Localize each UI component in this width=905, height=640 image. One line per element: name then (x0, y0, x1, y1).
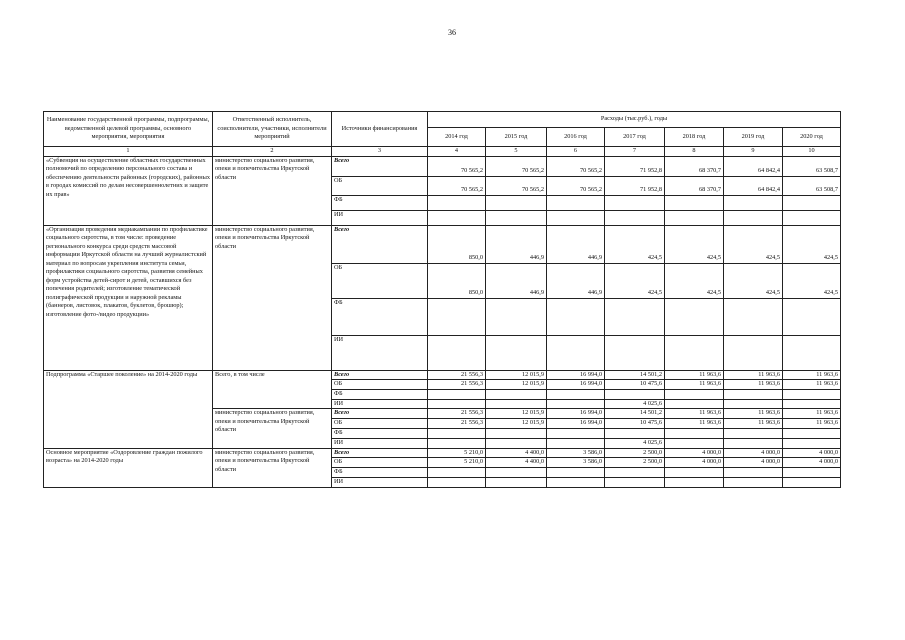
header-expenses: Расходы (тыс.руб.), годы (428, 112, 841, 128)
value-cell: 3 586,0 (547, 458, 605, 468)
value-cell (665, 438, 724, 448)
header-executor: Ответственный исполнитель, соисполнители, участники, исполнители мероприятий (213, 112, 332, 147)
value-cell: 71 952,8 (605, 156, 665, 176)
value-cell: 424,5 (724, 263, 783, 298)
value-cell (724, 438, 783, 448)
value-cell: 12 015,9 (486, 409, 547, 419)
value-cell: 64 842,4 (724, 176, 783, 195)
block2-name: «Организация проведения медиакампании по профилактике социального сиротства, в том числе: проведение регионального конкурса среди средств массовой информации Иркутской области на лучший журналистский материал по вопросам укрепления института семьи, профилактики социального сиротства, развития семейных форм устройства детей-сирот и детей, оставшихся без попечения родителей; изготовление тематической полиграфической продукции и наружной рекламы (баннеров, листовок, плакатов, буклетов, брошюр); изготовление фото-/видео продукции» (44, 225, 213, 370)
block3-executor-total: Всего, в том числе (213, 370, 332, 409)
block2-executor: министерство социального развития, опеки и попечительства Иркутской области (213, 225, 332, 370)
value-cell (428, 438, 486, 448)
source-cell: ИИ (332, 335, 428, 370)
source-cell: ФБ (332, 195, 428, 210)
header-year: 2017 год (605, 128, 665, 147)
value-cell: 68 370,7 (665, 156, 724, 176)
block4-name: Основное мероприятие «Оздоровление граждан пожилого возраста» на 2014-2020 годы (44, 448, 213, 488)
value-cell: 70 565,2 (428, 176, 486, 195)
source-cell: ОБ (332, 418, 428, 428)
value-cell: 12 015,9 (486, 370, 547, 380)
value-cell: 5 210,0 (428, 448, 486, 458)
value-cell: 16 994,0 (547, 370, 605, 380)
value-cell: 2 500,0 (605, 448, 665, 458)
source-cell: ФБ (332, 298, 428, 335)
value-cell: 16 994,0 (547, 418, 605, 428)
value-cell (783, 438, 841, 448)
source-cell: Всего (332, 448, 428, 458)
block1-name: «Субвенция на осуществление областных государственных полномочий по определению персонального состава и обеспечению деятельности районных (городских), районных в городах комиссий по делам несовершеннолетних и защите их прав» (44, 156, 213, 225)
col-number: 5 (486, 147, 547, 157)
value-cell: 4 025,6 (605, 438, 665, 448)
header-year: 2018 год (665, 128, 724, 147)
header-year: 2015 год (486, 128, 547, 147)
value-cell: 11 963,6 (665, 370, 724, 380)
source-cell: ИИ (332, 399, 428, 409)
value-cell: 4 025,6 (605, 399, 665, 409)
source-cell: ИИ (332, 210, 428, 225)
value-cell: 4 000,0 (724, 448, 783, 458)
value-cell: 446,9 (547, 225, 605, 263)
col-number: 7 (605, 147, 665, 157)
value-cell: 424,5 (605, 225, 665, 263)
header-year: 2020 год (783, 128, 841, 147)
header-year: 2014 год (428, 128, 486, 147)
value-cell: 70 565,2 (486, 176, 547, 195)
value-cell: 850,0 (428, 225, 486, 263)
value-cell: 21 556,3 (428, 370, 486, 380)
value-cell: 11 963,6 (783, 380, 841, 390)
value-cell: 446,9 (486, 225, 547, 263)
value-cell: 70 565,2 (547, 176, 605, 195)
source-cell: Всего (332, 225, 428, 263)
value-cell: 11 963,6 (724, 380, 783, 390)
value-cell: 850,0 (428, 263, 486, 298)
value-cell: 10 475,6 (605, 418, 665, 428)
value-cell: 424,5 (783, 225, 841, 263)
value-cell: 12 015,9 (486, 380, 547, 390)
value-cell: 14 501,2 (605, 370, 665, 380)
source-cell: ОБ (332, 263, 428, 298)
source-cell: ИИ (332, 438, 428, 448)
col-number: 10 (783, 147, 841, 157)
value-cell: 64 842,4 (724, 156, 783, 176)
value-cell: 21 556,3 (428, 409, 486, 419)
value-cell: 424,5 (665, 225, 724, 263)
value-cell (783, 399, 841, 409)
value-cell: 446,9 (547, 263, 605, 298)
col-number: 6 (547, 147, 605, 157)
value-cell: 11 963,6 (724, 370, 783, 380)
value-cell (486, 438, 547, 448)
value-cell: 11 963,6 (783, 409, 841, 419)
value-cell: 10 475,6 (605, 380, 665, 390)
value-cell: 21 556,3 (428, 380, 486, 390)
value-cell: 11 963,6 (665, 380, 724, 390)
value-cell: 4 000,0 (724, 458, 783, 468)
value-cell: 63 508,7 (783, 156, 841, 176)
value-cell: 68 370,7 (665, 176, 724, 195)
col-number: 4 (428, 147, 486, 157)
value-cell: 5 210,0 (428, 458, 486, 468)
value-cell (665, 399, 724, 409)
value-cell: 63 508,7 (783, 176, 841, 195)
value-cell (547, 399, 605, 409)
value-cell (724, 399, 783, 409)
value-cell: 4 400,0 (486, 458, 547, 468)
block3-name: Подпрограмма «Старшее поколение» на 2014-2020 годы (44, 370, 213, 448)
block3-executor: министерство социального развития, опеки и попечительства Иркутской области (213, 409, 332, 449)
value-cell (428, 399, 486, 409)
value-cell (547, 438, 605, 448)
value-cell: 14 501,2 (605, 409, 665, 419)
source-cell: Всего (332, 409, 428, 419)
block4-executor: министерство социального развития, опеки и попечительства Иркутской области (213, 448, 332, 488)
col-number: 2 (213, 147, 332, 157)
value-cell: 21 556,3 (428, 418, 486, 428)
value-cell: 11 963,6 (665, 418, 724, 428)
value-cell: 3 586,0 (547, 448, 605, 458)
value-cell: 424,5 (605, 263, 665, 298)
header-year: 2019 год (724, 128, 783, 147)
value-cell: 16 994,0 (547, 409, 605, 419)
value-cell: 4 400,0 (486, 448, 547, 458)
value-cell: 11 963,6 (783, 418, 841, 428)
value-cell: 11 963,6 (665, 409, 724, 419)
source-cell: ФБ (332, 428, 428, 438)
source-cell: ОБ (332, 380, 428, 390)
value-cell: 424,5 (783, 263, 841, 298)
source-cell: ИИ (332, 478, 428, 488)
value-cell: 16 994,0 (547, 380, 605, 390)
value-cell: 4 000,0 (783, 448, 841, 458)
source-cell: ОБ (332, 458, 428, 468)
source-cell: ФБ (332, 389, 428, 399)
value-cell: 70 565,2 (486, 156, 547, 176)
value-cell: 424,5 (724, 225, 783, 263)
value-cell: 12 015,9 (486, 418, 547, 428)
value-cell: 11 963,6 (724, 409, 783, 419)
budget-table (43, 111, 841, 488)
header-name: Наименование государственной программы, подпрограммы, ведомственной целевой программы, основного мероприятия, мероприятия (44, 112, 213, 147)
col-number: 9 (724, 147, 783, 157)
value-cell: 4 000,0 (665, 458, 724, 468)
header-source: Источники финансирования (332, 112, 428, 147)
col-number: 3 (332, 147, 428, 157)
value-cell: 11 963,6 (783, 370, 841, 380)
value-cell: 446,9 (486, 263, 547, 298)
source-cell: Всего (332, 156, 428, 176)
block1-executor: министерство социального развития, опеки и попечительства Иркутской области (213, 156, 332, 225)
value-cell (486, 399, 547, 409)
col-number: 8 (665, 147, 724, 157)
header-year: 2016 год (547, 128, 605, 147)
value-cell: 11 963,6 (724, 418, 783, 428)
value-cell: 70 565,2 (428, 156, 486, 176)
value-cell: 4 000,0 (783, 458, 841, 468)
value-cell: 4 000,0 (665, 448, 724, 458)
source-cell: ФБ (332, 468, 428, 478)
source-cell: ОБ (332, 176, 428, 195)
col-number: 1 (44, 147, 213, 157)
source-cell: Всего (332, 370, 428, 380)
value-cell: 424,5 (665, 263, 724, 298)
value-cell: 70 565,2 (547, 156, 605, 176)
page-number: 36 (448, 28, 456, 37)
value-cell: 2 500,0 (605, 458, 665, 468)
value-cell: 71 952,8 (605, 176, 665, 195)
